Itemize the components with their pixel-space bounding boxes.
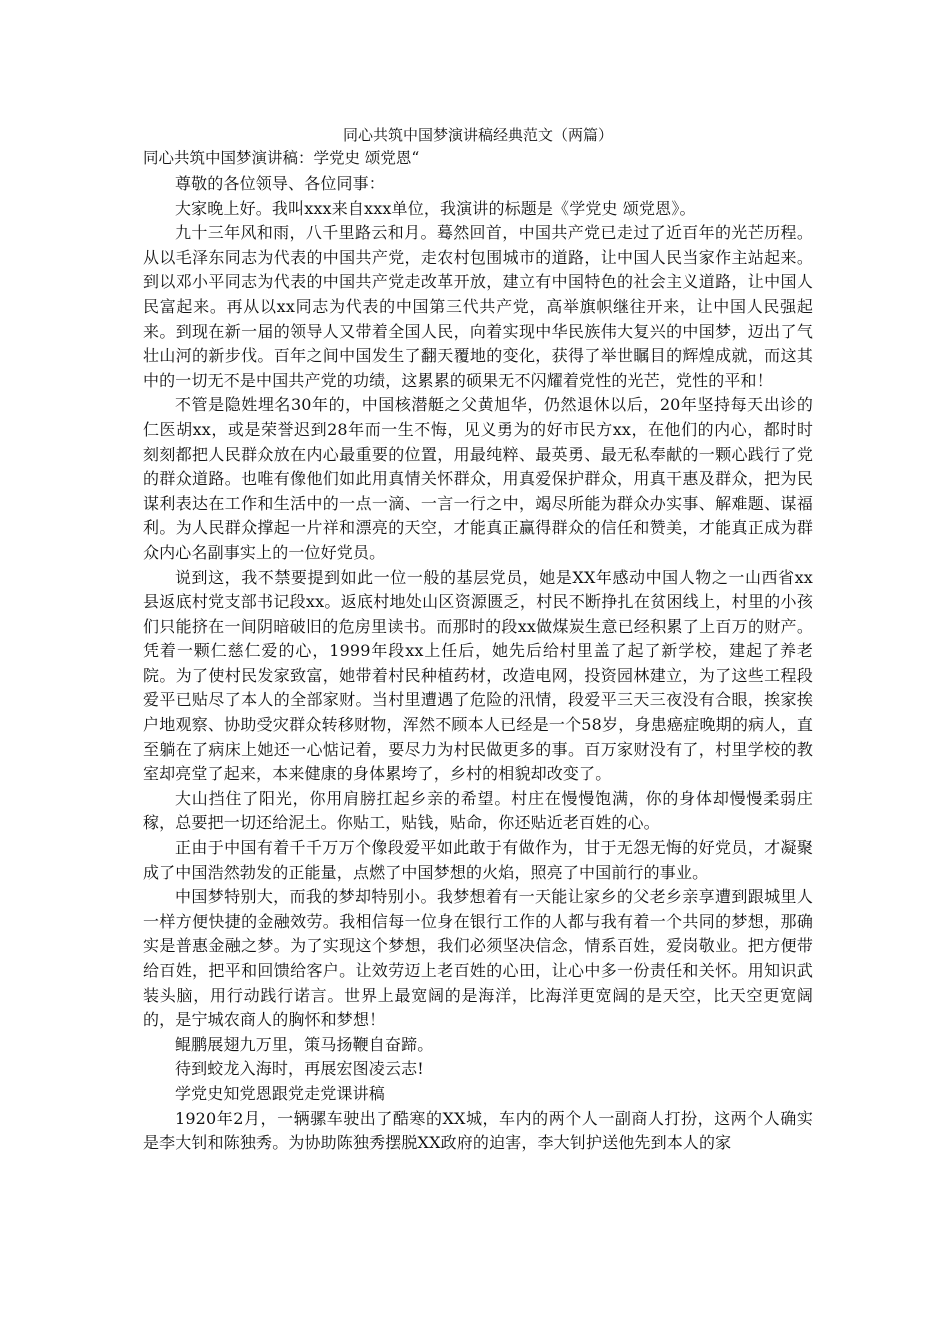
paragraph-positive-energy: 正由于中国有着千千万万个像段爱平如此敢于有做作为，甘于无怨无悔的好党员，才凝聚成了中国浩然勃发的正能量，点燃了中国梦想的火焰，照亮了中国前行的事业。 — [143, 838, 813, 882]
speech-subtitle: 同心共筑中国梦演讲稿：学党史 颂党恩“ — [143, 149, 420, 167]
paragraph-role-models: 不管是隐姓埋名30年的，中国核潜艇之父黄旭华，仍然退休以后，20年坚持每天出诊的仁医胡xx，或是荣誉迟到28年而一生不悔，见义勇为的好市民方xx，在他们的内心，都时时刻刻都把人民群众放在内心最重要的位置，用最纯粹、最英勇、最无私奉献的一颗心践行了党的群众道路。也唯有像他们如此用真情关怀群众，用真爱保护群众，用真干惠及群众，把为民谋利表达在工作和生活中的一点一滴、一言一行之中，竭尽所能为群众办实事、解难题、谋福利。为人民群众撑起一片祥和漂亮的天空，才能真正赢得群众的信任和赞美，才能真正成为群众内心名副事实上的一位好党员。 — [143, 395, 813, 562]
paragraph-history: 九十三年风和雨，八千里路云和月。蓦然回首，中国共产党已走过了近百年的光芒历程。从以毛泽东同志为代表的中国共产党，走农村包围城市的道路，让中国人民当家作主站起来。到以邓小平同志为代表的中国共产党走改革开放，建立有中国特色的社会主义道路，让中国人民富起来。再从以xx同志为代表的中国第三代共产党，高举旗帜继往开来，让中国人民强起来。到现在新一届的领导人又带着全国人民，向着实现中华民族伟大复兴的中国梦，迈出了气壮山河的新步伐。百年之间中国发生了翻天覆地的变化，获得了举世瞩目的辉煌成就，而这其中的一切无不是中国共产党的功绩，这累累的硕果无不闪耀着党性的光芒，党性的平和！ — [143, 223, 813, 390]
section-heading-party-lecture: 学党史知党恩跟党走党课讲稿 — [175, 1083, 385, 1103]
paragraph-tribute: 大山挡住了阳光，你用肩膀扛起乡亲的希望。村庄在慢慢饱满，你的身体却慢慢柔弱庄稼，总要把一切还给泥土。你贴工，贴钱，贴命，你还贴近老百姓的心。 — [143, 788, 813, 833]
paragraph-poem-line-2: 待到蛟龙入海时，再展宏图凌云志! — [175, 1059, 424, 1079]
paragraph-greeting: 尊敬的各位领导、各位同事： — [175, 174, 385, 193]
paragraph-intro: 大家晚上好。我叫xxx来自xxx单位，我演讲的标题是《学党史 颂党恩》。 — [175, 198, 696, 218]
paragraph-duan-story: 说到这，我不禁要提到如此一位一般的基层党员，她是XX年感动中国人物之一山西省xx县返底村党支部书记段xx。返底村地处山区资源匮乏，村民不断挣扎在贫困线上，村里的小孩们只能挤在一间阴暗破旧的危房里读书。而那时的段xx做煤炭生意已经积累了上百万的财产。凭着一颗仁慈仁爱的心，1999年段xx上任后，她先后给村里盖了起了新学校，建起了养老院。为了使村民发家致富，她带着村民种植药材，改造电网，投资园林建立，为了这些工程段爱平已贴尽了本人的全部家财。当村里遭遇了危险的汛情，段爱平三天三夜没有合眼，挨家挨户地观察、协助受灾群众转移财物，浑然不顾本人已经是一个58岁，身患癌症晚期的病人，直至躺在了病床上她还一心惦记着，要尽力为村民做更多的事。百万家财没有了，村里学校的教室却亮堂了起来，本来健康的身体累垮了，乡村的相貌却改变了。 — [143, 567, 813, 784]
document-title: 同心共筑中国梦演讲稿经典范文（两篇） — [342, 126, 613, 144]
paragraph-my-dream: 中国梦特别大，而我的梦却特别小。我梦想着有一天能让家乡的父老乡亲享遭到跟城里人一样方便快捷的金融效劳。我相信每一位身在银行工作的人都与我有着一个共同的梦想，那确实是普惠金融之梦。为了实现这个梦想，我们必须坚决信念，情系百姓，爱岗敬业。把方便带给百姓，把平和回馈给客户。让效劳迈上老百姓的心田，让心中多一份责任和关怀。用知识武装头脑，用行动践行诺言。世界上最宽阔的是海洋，比海洋更宽阔的是天空，比天空更宽阔的，是宁城农商人的胸怀和梦想！ — [143, 887, 813, 1030]
paragraph-1920-story: 1920年2月，一辆骡车驶出了酷寒的XX城，车内的两个人一副商人打扮，这两个人确实是李大钊和陈独秀。为协助陈独秀摆脱XX政府的迫害，李大钊护送他先到本人的家 — [143, 1108, 813, 1153]
paragraph-poem-line-1: 鲲鹏展翅九万里，策马扬鞭自奋蹄。 — [175, 1034, 434, 1054]
document-body — [143, 126, 813, 1156]
